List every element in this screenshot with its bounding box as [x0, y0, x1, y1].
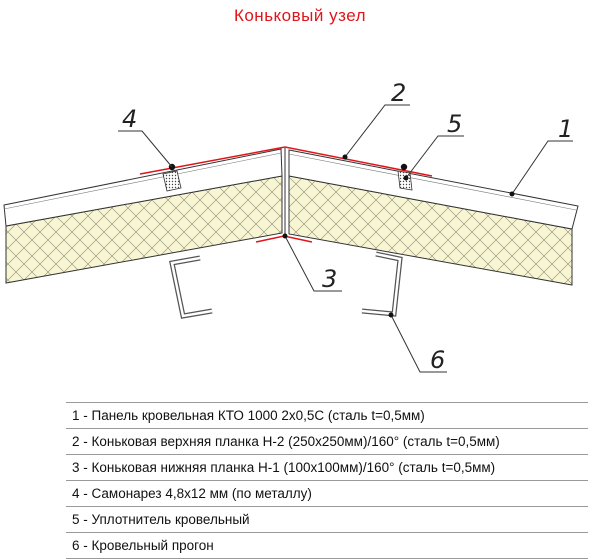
callout-4: 4 — [122, 105, 138, 133]
right-screw-head — [401, 164, 407, 170]
legend-row — [66, 533, 588, 559]
legend-item-6: 6 - Кровельный прогон — [66, 533, 588, 559]
legend-row — [66, 455, 588, 481]
legend-item-2: 2 - Коньковая верхняя планка Н-2 (250х250мм)/160° (сталь t=0,5мм) — [66, 429, 588, 455]
legend-item-3: 3 - Коньковая нижняя планка Н-1 (100х100мм)/160° (сталь t=0,5мм) — [66, 455, 588, 481]
leader-6-dot — [389, 313, 394, 318]
leader-1 — [512, 141, 573, 194]
leader-5-dot — [404, 176, 409, 181]
legend-row — [66, 507, 588, 533]
leader-3-dot — [283, 234, 288, 239]
leader-5 — [406, 136, 464, 178]
callout-1: 1 — [558, 115, 574, 143]
legend-row — [66, 403, 588, 429]
left-roof-panel — [4, 149, 282, 283]
leader-1-dot — [510, 192, 515, 197]
right-sealant — [398, 171, 412, 190]
legend-row — [66, 429, 588, 455]
legend-item-5: 5 - Уплотнитель кровельный — [66, 507, 588, 533]
legend-item-1: 1 - Панель кровельная КТО 1000 2х0,5С (сталь t=0,5мм) — [66, 403, 588, 429]
leader-4 — [118, 131, 172, 167]
callout-3: 3 — [322, 265, 338, 293]
callout-6: 6 — [430, 346, 446, 374]
legend-row — [66, 481, 588, 507]
callout-2: 2 — [391, 79, 407, 107]
leader-2-dot — [343, 155, 348, 160]
diagram-title: Коньковый узел — [233, 6, 367, 25]
leader-2 — [345, 105, 410, 157]
callout-5: 5 — [447, 110, 463, 138]
legend-item-4: 4 - Самонарез 4,8х12 мм (по металлу) — [66, 481, 588, 507]
legend-table — [66, 402, 588, 559]
